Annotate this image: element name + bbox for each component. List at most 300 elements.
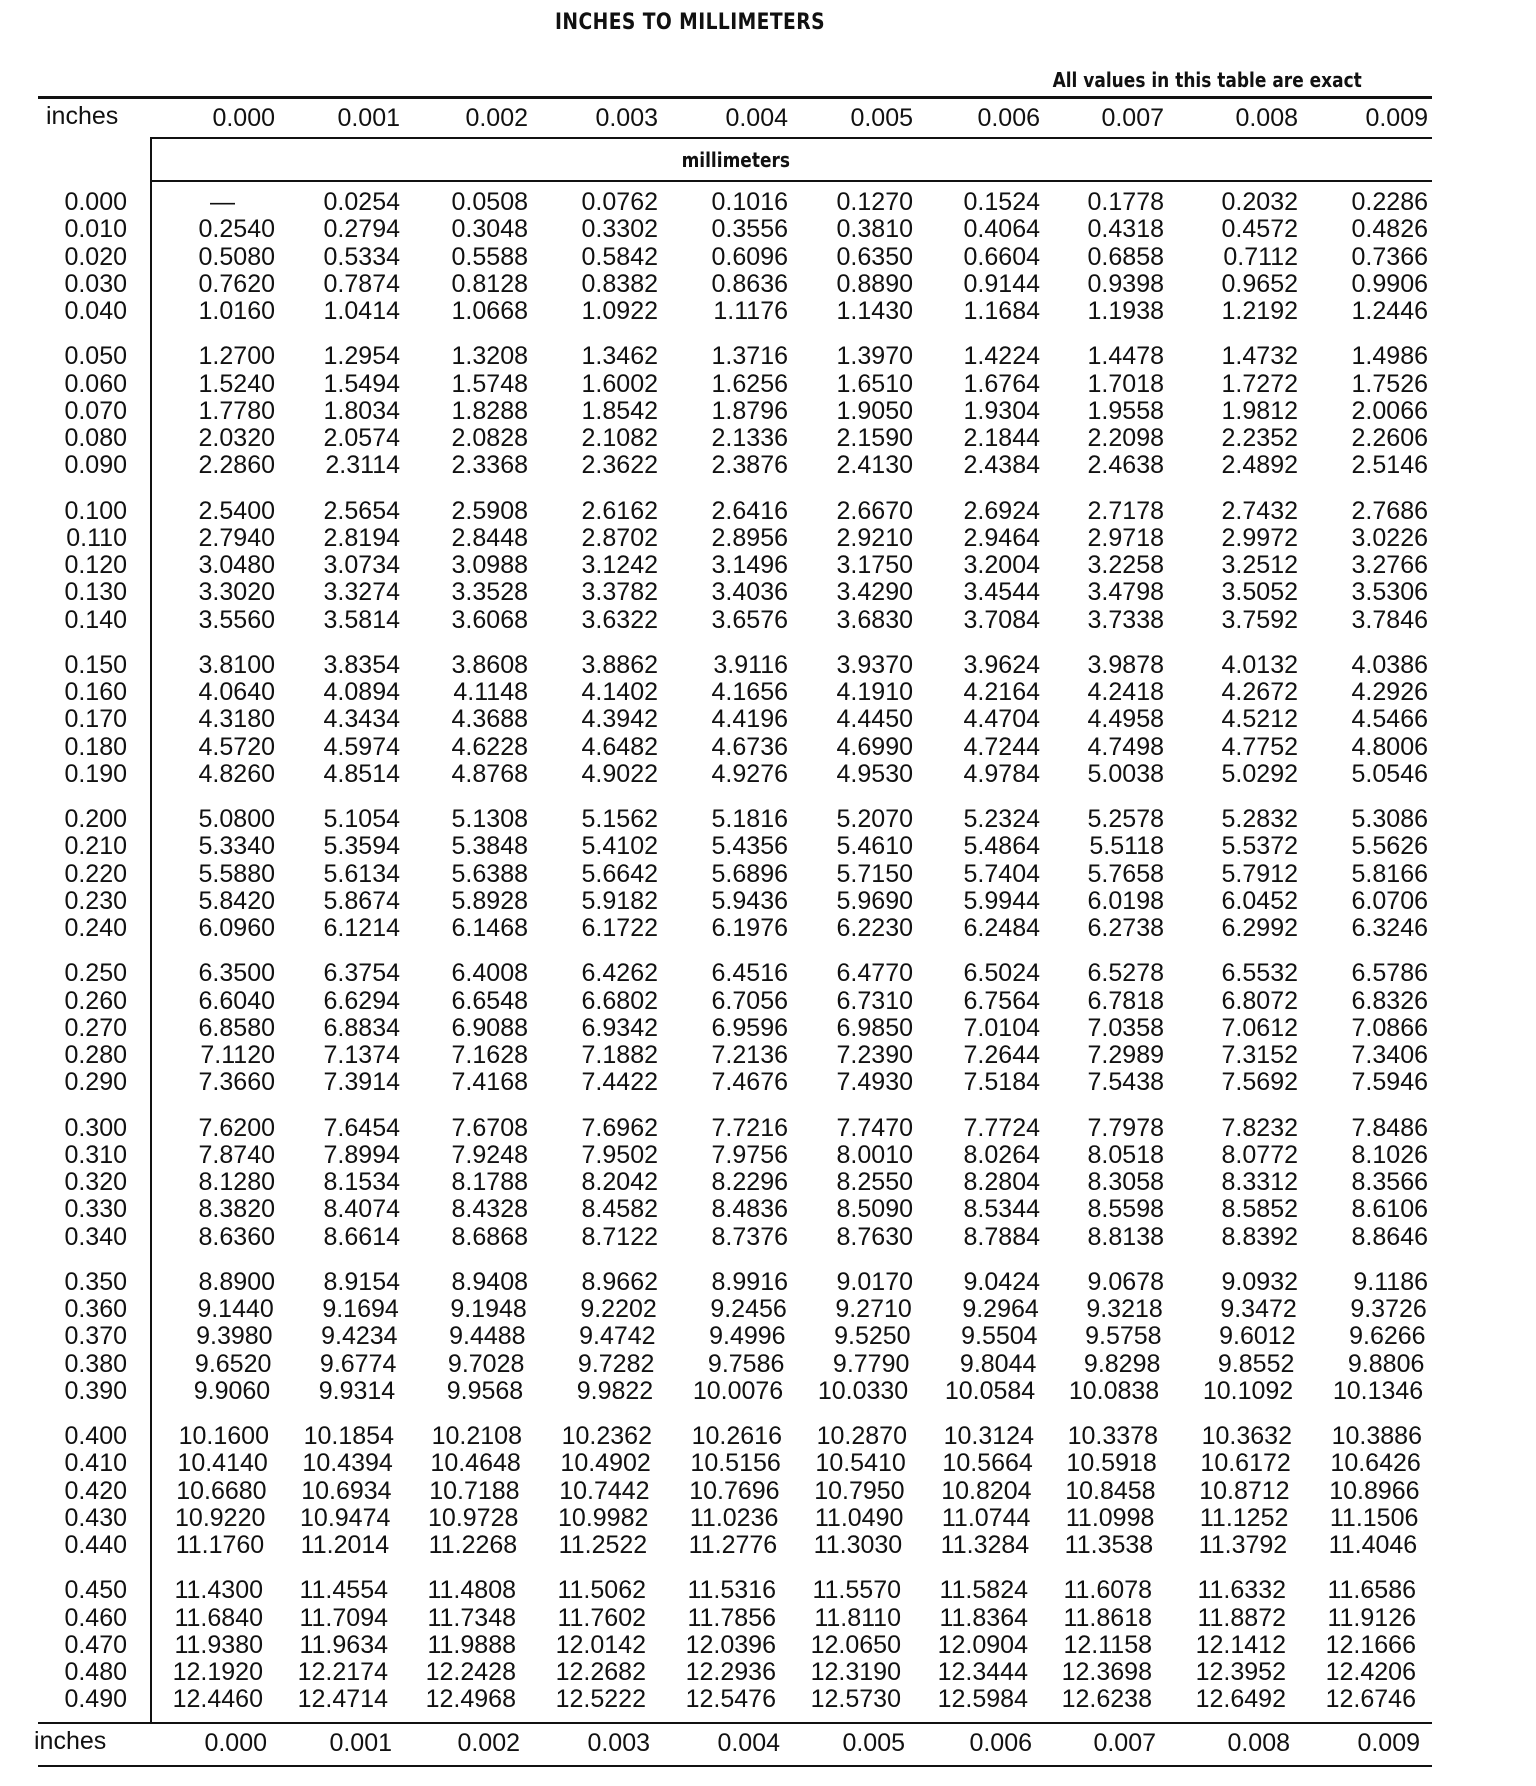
table-cell: 0.7366 [1351, 242, 1428, 271]
table-cell: 10.1092 [1202, 1376, 1294, 1405]
table-cell: 8.0264 [963, 1140, 1040, 1169]
table-cell: 11.8110 [814, 1603, 901, 1632]
table-cell: 6.2738 [1087, 914, 1164, 942]
table-cell: 9.2456 [710, 1295, 787, 1323]
table-cell: 1.2954 [323, 342, 400, 371]
table-cell: 0.4064 [963, 215, 1040, 244]
table-cell: 7.6454 [323, 1113, 400, 1142]
table-cell: 8.8138 [1087, 1222, 1164, 1251]
row-inch-label: 0.070 [64, 396, 127, 425]
row-inch-label: 0.180 [64, 732, 127, 761]
column-header-6: 0.006 [977, 104, 1040, 132]
table-cell: 8.6614 [323, 1222, 400, 1251]
table-cell: 1.4986 [1351, 342, 1428, 371]
table-cell: 12.4968 [425, 1685, 516, 1714]
table-cell: 1.2192 [1221, 297, 1298, 325]
table-cell: 5.2070 [836, 805, 913, 833]
column-header-2: 0.002 [465, 104, 528, 132]
row-inch-label: 0.480 [64, 1658, 127, 1686]
table-cell: 2.8448 [451, 523, 528, 552]
table-cell: 0.3556 [711, 215, 788, 244]
table-cell: 12.6492 [1195, 1685, 1286, 1714]
row-inch-label: 0.260 [64, 986, 127, 1015]
table-cell: 4.7498 [1087, 732, 1164, 761]
table-cell: 11.0236 [689, 1503, 779, 1532]
table-cell: 10.7696 [689, 1476, 780, 1505]
table-cell: 2.1336 [711, 424, 788, 452]
table-cell: 6.6802 [581, 986, 658, 1015]
table-cell: 8.9916 [711, 1267, 788, 1296]
row-inch-label: 0.410 [64, 1449, 127, 1478]
table-cell: 6.9850 [836, 1013, 913, 1042]
table-cell: 3.0480 [198, 551, 275, 579]
table-cell: 1.2446 [1351, 297, 1428, 325]
table-cell: 11.2014 [300, 1531, 390, 1559]
table-cell: 2.2098 [1087, 424, 1164, 452]
table-cell: 11.9380 [174, 1630, 263, 1659]
table-cell: 9.2964 [962, 1295, 1039, 1323]
table-cell: 7.2644 [963, 1041, 1040, 1069]
table-cell: 8.2550 [836, 1168, 913, 1196]
row-inch-label: 0.220 [64, 859, 127, 888]
table-cell: 6.2484 [963, 914, 1040, 942]
table-cell: 7.1628 [451, 1041, 528, 1069]
table-cell: 3.5560 [198, 605, 275, 634]
table-cell: 11.8618 [1063, 1603, 1152, 1632]
table-cell: 5.5880 [198, 859, 275, 888]
row-inch-label: 0.420 [64, 1476, 127, 1505]
table-cell: 3.7592 [1221, 605, 1298, 634]
table-cell: 8.2042 [581, 1168, 658, 1196]
table-cell: 0.9398 [1087, 269, 1164, 298]
table-cell: 8.8900 [198, 1267, 275, 1296]
table-cell: 7.3914 [323, 1068, 400, 1097]
table-cell: 2.6924 [963, 496, 1040, 525]
table-cell: 11.0998 [1065, 1503, 1155, 1532]
table-cell: 6.7818 [1087, 986, 1164, 1015]
row-inch-label: 0.090 [64, 451, 127, 480]
table-cell: 8.4836 [711, 1195, 788, 1224]
row-inch-label: 0.330 [64, 1195, 127, 1224]
column-header-1: 0.001 [337, 104, 400, 132]
table-cell: 4.3942 [581, 705, 658, 734]
table-cell: 10.5156 [690, 1449, 781, 1478]
table-cell: 10.3124 [943, 1422, 1034, 1450]
table-cell: 4.0894 [323, 678, 400, 706]
table-cell: 5.9944 [963, 886, 1040, 915]
table-cell: 7.7216 [711, 1113, 788, 1142]
table-cell: 8.7630 [836, 1222, 913, 1251]
table-cell: 3.4290 [836, 578, 913, 607]
table-cell: 0.0762 [581, 188, 658, 216]
table-cell: 9.0424 [963, 1267, 1040, 1296]
table-cell: 2.4384 [963, 451, 1040, 480]
table-cell: 1.7018 [1087, 369, 1164, 398]
table-cell: 9.9060 [193, 1376, 271, 1405]
table-cell: 0.2032 [1221, 188, 1298, 216]
table-cell: 2.3114 [325, 451, 400, 480]
table-cell: 6.3500 [198, 959, 275, 988]
table-cell: 2.7940 [198, 523, 275, 552]
table-cell: 3.5306 [1351, 578, 1428, 607]
table-cell: 9.9568 [446, 1376, 524, 1405]
table-cell: 11.0744 [941, 1503, 1031, 1532]
row-inch-label: 0.360 [64, 1295, 127, 1323]
row-inch-label: 0.280 [64, 1041, 127, 1069]
table-cell: 12.0904 [937, 1630, 1028, 1659]
table-cell: 12.3190 [810, 1658, 901, 1686]
table-cell: 12.0142 [555, 1630, 646, 1659]
table-cell: 9.1694 [322, 1295, 399, 1323]
table-cell: 3.3782 [581, 578, 658, 607]
table-cell: 10.3632 [1201, 1422, 1292, 1450]
table-cell: 9.1186 [1353, 1267, 1428, 1296]
table-cell: 8.0772 [1221, 1140, 1298, 1169]
row-inch-label: 0.110 [66, 523, 127, 552]
table-cell: 10.0838 [1068, 1376, 1160, 1405]
row-inch-label: 0.470 [64, 1630, 127, 1659]
table-cell: 9.4234 [321, 1322, 398, 1351]
table-cell: 9.3218 [1086, 1295, 1163, 1323]
table-cell: 5.2324 [963, 805, 1040, 833]
table-cell: 5.3594 [323, 832, 400, 861]
table-cell: 4.9784 [963, 759, 1040, 788]
table-cell: 9.6266 [1349, 1322, 1426, 1351]
unit-label-millimeters: millimeters [681, 148, 790, 172]
table-cell: 9.4488 [449, 1322, 526, 1351]
table-cell: 3.5052 [1221, 578, 1298, 607]
table-cell: 10.7950 [814, 1476, 905, 1505]
table-cell: 3.9370 [836, 650, 913, 679]
table-cell: 3.9624 [963, 650, 1040, 679]
table-cell: 9.1440 [197, 1295, 274, 1323]
table-cell: 1.4478 [1087, 342, 1164, 371]
table-cell: 7.0358 [1087, 1013, 1164, 1042]
table-cell: 4.1656 [711, 678, 788, 706]
table-cell: 6.7056 [711, 986, 788, 1015]
table-cell: 5.0292 [1221, 759, 1298, 788]
table-cell: 8.0518 [1087, 1140, 1164, 1169]
table-cell: 9.9822 [576, 1376, 654, 1405]
column-footer-9: 0.009 [1357, 1729, 1420, 1757]
table-cell: 6.8834 [323, 1013, 400, 1042]
table-cell: 12.5476 [685, 1685, 776, 1714]
table-cell: 0.2540 [198, 215, 275, 244]
table-cell: 0.5080 [198, 242, 275, 271]
table-cell: 4.2164 [963, 678, 1040, 706]
table-cell: 1.1430 [836, 297, 913, 325]
table-cell: 2.7178 [1087, 496, 1164, 525]
row-inch-label: 0.490 [64, 1685, 127, 1714]
row-inch-label: 0.350 [64, 1267, 127, 1296]
header-top-rule [38, 96, 1432, 99]
table-cell: 1.3462 [581, 342, 658, 371]
table-cell: 8.3566 [1351, 1168, 1428, 1196]
table-cell: 7.6708 [451, 1113, 528, 1142]
table-cell: 5.4610 [836, 832, 913, 861]
table-cell: 9.7028 [447, 1349, 525, 1378]
table-cell: 11.5316 [687, 1576, 776, 1605]
table-cell: 1.1684 [963, 297, 1040, 325]
table-cell: 3.3274 [323, 578, 400, 607]
table-cell: 10.6426 [1330, 1449, 1421, 1478]
column-header-4: 0.004 [725, 104, 788, 132]
header-row-axis-label: inches [46, 102, 119, 130]
table-cell: 0.4826 [1351, 215, 1428, 244]
column-footer-7: 0.007 [1093, 1729, 1156, 1757]
table-cell: 7.5946 [1351, 1068, 1428, 1097]
table-cell: 10.8458 [1065, 1476, 1156, 1505]
table-cell: 2.9972 [1221, 523, 1298, 552]
table-cell: 8.5852 [1221, 1195, 1298, 1224]
table-cell: 5.1562 [581, 805, 658, 833]
table-cell: 1.0160 [198, 297, 275, 325]
table-cell: 5.6642 [581, 859, 658, 888]
table-cell: 7.4422 [581, 1068, 658, 1097]
table-cell: 10.7442 [559, 1476, 650, 1505]
table-cell: 6.9342 [581, 1013, 658, 1042]
table-cell: 12.1158 [1063, 1630, 1152, 1659]
table-cell: 11.2522 [558, 1531, 648, 1559]
table-cell: 4.8514 [323, 759, 400, 788]
table-cell: 11.5062 [557, 1576, 646, 1605]
table-cell: 10.0330 [817, 1376, 909, 1405]
row-inch-label: 0.150 [64, 650, 127, 679]
row-inch-label: 0.170 [64, 705, 127, 734]
table-cell: 6.4262 [581, 959, 658, 988]
table-cell: 5.5626 [1351, 832, 1428, 861]
table-cell: 7.6200 [198, 1113, 275, 1142]
table-cell: 10.8966 [1329, 1476, 1420, 1505]
table-cell: 4.8768 [451, 759, 528, 788]
table-cell: 5.3086 [1351, 805, 1428, 833]
table-cell: 4.7244 [963, 732, 1040, 761]
column-footer-3: 0.003 [587, 1729, 650, 1757]
table-cell: 7.1374 [323, 1041, 400, 1069]
table-cell: 11.5824 [939, 1576, 1028, 1605]
table-cell: 11.5570 [812, 1576, 901, 1605]
table-cell: 0.3302 [581, 215, 658, 244]
table-cell: 1.0922 [581, 297, 658, 325]
table-cell: 5.6134 [323, 859, 400, 888]
table-cell: 9.7282 [577, 1349, 655, 1378]
table-cell: 10.1346 [1332, 1376, 1424, 1405]
table-cell: 2.2606 [1351, 424, 1428, 452]
units-under-rule [152, 180, 1432, 182]
row-inch-label: 0.120 [64, 551, 127, 579]
table-cell: 11.3792 [1198, 1531, 1288, 1559]
table-cell: 3.6068 [451, 605, 528, 634]
table-cell: 0.8128 [451, 269, 528, 298]
table-cell: 0.7112 [1223, 242, 1298, 271]
table-cell: 8.6106 [1351, 1195, 1428, 1224]
table-cell: 12.4206 [1325, 1658, 1416, 1686]
table-cell: 2.4638 [1087, 451, 1164, 480]
row-inch-label: 0.230 [64, 886, 127, 915]
table-cell: 1.8288 [451, 396, 528, 425]
footer-row-axis-label: inches [34, 1727, 107, 1755]
table-cell: 3.8354 [323, 650, 400, 679]
table-cell: 3.7846 [1351, 605, 1428, 634]
table-cell: 8.4582 [581, 1195, 658, 1224]
row-inch-label: 0.430 [64, 1503, 127, 1532]
table-cell: 5.1054 [323, 805, 400, 833]
table-cell: 4.6736 [711, 732, 788, 761]
table-cell: 4.0386 [1351, 650, 1428, 679]
table-cell: 12.3698 [1061, 1658, 1152, 1686]
table-cell: 11.2268 [428, 1531, 518, 1559]
table-cell: 9.5250 [834, 1322, 911, 1351]
table-cell: 6.2992 [1221, 914, 1298, 942]
table-cell: 12.1666 [1325, 1630, 1416, 1659]
row-inch-label: 0.130 [64, 578, 127, 607]
table-cell: 3.7084 [963, 605, 1040, 634]
table-cell: 11.9888 [427, 1630, 516, 1659]
table-cell: 8.4074 [323, 1195, 400, 1224]
table-cell: 3.3020 [198, 578, 275, 607]
table-cell: 1.7272 [1221, 369, 1298, 398]
footer-bottom-rule [38, 1765, 1432, 1767]
table-cell: 1.4224 [963, 342, 1040, 371]
table-cell: 6.8072 [1221, 986, 1298, 1015]
table-cell: 10.9982 [558, 1503, 649, 1532]
table-cell: 3.9116 [713, 650, 788, 679]
table-cell: 6.1976 [711, 914, 788, 942]
row-inch-label: 0.460 [64, 1603, 127, 1632]
table-cell: 0.0508 [451, 188, 528, 216]
table-cell: 7.2989 [1087, 1041, 1164, 1069]
table-cell: 6.0452 [1221, 886, 1298, 915]
table-cell: 12.0650 [810, 1630, 901, 1659]
table-cell: 10.0584 [944, 1376, 1036, 1405]
table-cell: 4.3688 [451, 705, 528, 734]
table-cell: 2.7686 [1351, 496, 1428, 525]
table-cell: 5.0546 [1351, 759, 1428, 788]
table-cell: 8.7376 [711, 1222, 788, 1251]
table-cell: 3.2258 [1087, 551, 1164, 579]
column-header-3: 0.003 [595, 104, 658, 132]
table-cell: 4.0132 [1221, 650, 1298, 679]
table-cell: 10.2616 [691, 1422, 782, 1450]
table-cell: 2.1590 [836, 424, 913, 452]
table-cell: 12.1412 [1195, 1630, 1286, 1659]
table-cell: 6.5024 [963, 959, 1040, 988]
header-under-rule [152, 137, 1432, 139]
table-cell: 9.0932 [1221, 1267, 1298, 1296]
table-cell: 1.4732 [1221, 342, 1298, 371]
row-inch-label: 0.200 [64, 805, 127, 833]
row-inch-label: 0.210 [64, 832, 127, 861]
table-cell: 3.1750 [836, 551, 913, 579]
table-cell: 5.1816 [711, 805, 788, 833]
table-cell: 1.8034 [323, 396, 400, 425]
row-inch-label: 0.040 [64, 297, 127, 325]
table-cell: 7.3406 [1351, 1041, 1428, 1069]
table-cell: 9.3726 [1350, 1295, 1427, 1323]
table-cell: 5.4102 [581, 832, 658, 861]
row-inch-label: 0.060 [64, 369, 127, 398]
row-inch-label: 0.450 [64, 1576, 127, 1605]
table-cell: 0.7620 [198, 269, 275, 298]
table-cell: 4.8260 [198, 759, 275, 788]
table-cell: 7.8486 [1351, 1113, 1428, 1142]
table-cell: 2.5908 [451, 496, 528, 525]
table-cell: 0.1524 [963, 188, 1040, 216]
table-cell: 3.9878 [1087, 650, 1164, 679]
table-cell: 8.6360 [198, 1222, 275, 1251]
table-cell: 10.4902 [560, 1449, 651, 1478]
table-cell: 9.6774 [319, 1349, 397, 1378]
table-cell: 1.6764 [963, 369, 1040, 398]
table-cell: 8.3058 [1087, 1168, 1164, 1196]
table-cell: 7.0866 [1351, 1013, 1428, 1042]
table-cell: 10.4648 [430, 1449, 521, 1478]
table-cell: 7.8232 [1221, 1113, 1298, 1142]
table-cell: 7.7470 [836, 1113, 913, 1142]
table-cell: 6.9088 [451, 1013, 528, 1042]
table-cell: 11.8872 [1197, 1603, 1286, 1632]
table-cell: 6.8326 [1351, 986, 1428, 1015]
table-cell: 1.5748 [451, 369, 528, 398]
table-cell: 4.4450 [836, 705, 913, 734]
row-inch-label: 0.270 [64, 1013, 127, 1042]
column-footer-1: 0.001 [329, 1729, 392, 1757]
table-cell: 7.9248 [451, 1140, 528, 1169]
table-cell: 12.5222 [555, 1685, 646, 1714]
table-cell: 4.6482 [581, 732, 658, 761]
row-inch-label: 0.020 [64, 242, 127, 271]
table-cell: 2.7432 [1221, 496, 1298, 525]
table-cell: 8.0010 [836, 1140, 913, 1169]
table-cell: 3.4036 [711, 578, 788, 607]
table-cell: 1.3970 [836, 342, 913, 371]
table-cell: 8.1788 [451, 1168, 528, 1196]
table-cell: 8.1280 [198, 1168, 275, 1196]
table-cell: 4.4958 [1087, 705, 1164, 734]
row-inch-label: 0.250 [64, 959, 127, 988]
table-cell: 0.8382 [581, 269, 658, 298]
table-cell: 7.9756 [711, 1140, 788, 1169]
table-cell: 6.4008 [451, 959, 528, 988]
table-cell: 5.8166 [1351, 859, 1428, 888]
table-cell: 1.6256 [711, 369, 788, 398]
table-cell: 3.1496 [711, 551, 788, 579]
table-cell: 10.9474 [300, 1503, 391, 1532]
table-cell: 12.1920 [172, 1658, 263, 1686]
table-cell: 2.1844 [963, 424, 1040, 452]
table-cell: 0.4572 [1221, 215, 1298, 244]
table-cell: 5.3340 [198, 832, 275, 861]
table-cell: 9.3980 [196, 1322, 273, 1351]
table-cell: 0.3810 [836, 215, 913, 244]
table-cell: 4.1910 [836, 678, 913, 706]
table-cell: 3.5814 [323, 605, 400, 634]
table-cell: 3.6576 [711, 605, 788, 634]
table-cell: 10.9728 [428, 1503, 519, 1532]
table-cell: 7.5438 [1087, 1068, 1164, 1097]
row-inch-label: 0.370 [64, 1322, 127, 1351]
table-cell: 3.8100 [198, 650, 275, 679]
table-cell: 12.5730 [810, 1685, 901, 1714]
table-cell: 10.9220 [175, 1503, 266, 1532]
table-cell: 0.6604 [963, 242, 1040, 271]
table-cell: 12.5984 [937, 1685, 1028, 1714]
column-footer-5: 0.005 [842, 1729, 905, 1757]
table-cell: 8.9662 [581, 1267, 658, 1296]
footer-top-rule [38, 1722, 1432, 1724]
table-cell: 10.6172 [1200, 1449, 1291, 1478]
table-cell: 6.1468 [451, 914, 528, 942]
